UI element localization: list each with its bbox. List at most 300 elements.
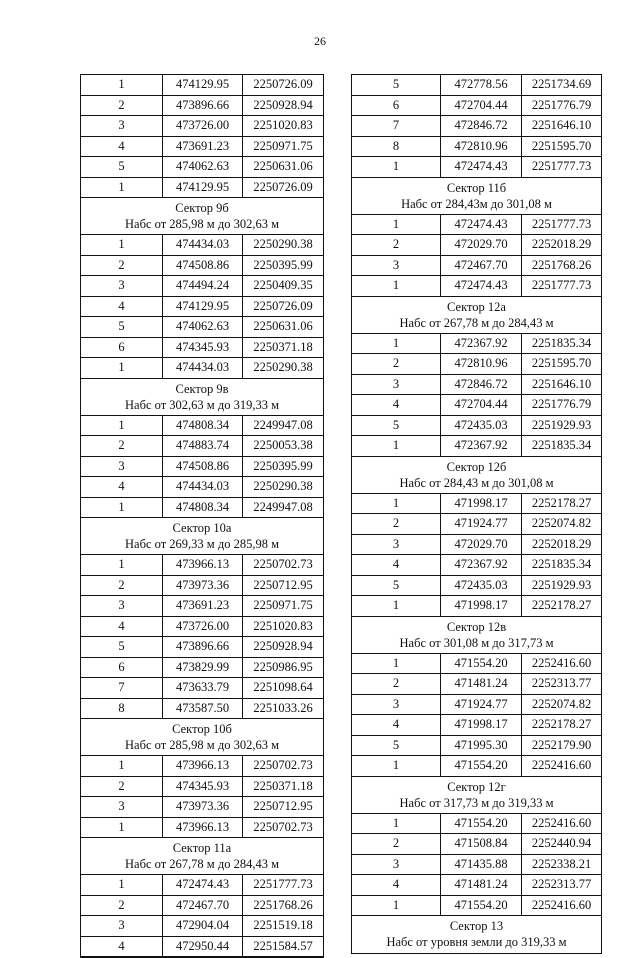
- point-number: 3: [81, 116, 163, 136]
- x-coordinate: 472704.44: [441, 96, 522, 116]
- point-number: 1: [81, 416, 163, 436]
- sector-height-range: Набс от 267,78 м до 284,43 м: [125, 857, 279, 871]
- y-coordinate: 2250702.73: [253, 557, 313, 571]
- table-row: [81, 777, 323, 798]
- table-row: [81, 338, 323, 359]
- y-coordinate: 2251777.73: [253, 877, 313, 891]
- sector-header: [81, 379, 323, 416]
- x-coordinate: 472846.72: [441, 375, 522, 395]
- x-coordinate: 473726.00: [163, 116, 243, 136]
- y-coordinate: 2252416.60: [531, 758, 592, 772]
- table-row: [352, 96, 601, 117]
- x-coordinate: 473896.66: [163, 96, 243, 116]
- y-coordinate: 2252313.77: [531, 877, 592, 891]
- y-coordinate: 2249947.08: [253, 499, 313, 514]
- table-row: [352, 116, 601, 137]
- table-row: [81, 358, 323, 379]
- sector-height-range: Набс от 285,98 м до 302,63 м: [125, 217, 279, 231]
- table-row: [352, 654, 601, 675]
- point-number: 3: [352, 695, 441, 715]
- point-number: 1: [352, 494, 441, 514]
- point-number: 5: [352, 416, 441, 436]
- x-coordinate: 474062.63: [163, 157, 243, 177]
- y-coordinate: 2251929.93: [531, 577, 592, 592]
- table-row: [352, 896, 601, 917]
- point-number: 4: [352, 395, 441, 415]
- x-coordinate: 472474.43: [441, 276, 522, 296]
- x-coordinate: 473966.13: [163, 555, 243, 575]
- y-coordinate: 2251768.26: [253, 897, 313, 912]
- x-coordinate: 471554.20: [441, 654, 522, 674]
- y-coordinate: 2251734.69: [531, 77, 592, 91]
- sector-title: Сектор 11а: [172, 841, 232, 855]
- y-coordinate: 2251835.34: [531, 335, 592, 350]
- point-number: 6: [81, 338, 163, 358]
- y-coordinate: 2251835.34: [531, 557, 592, 571]
- table-row: [81, 555, 323, 576]
- x-coordinate: 473896.66: [163, 637, 243, 657]
- point-number: 3: [81, 276, 163, 296]
- table-row: [81, 797, 323, 818]
- point-number: 2: [352, 674, 441, 694]
- x-coordinate: 472029.70: [441, 535, 522, 555]
- x-coordinate: 473973.36: [163, 797, 243, 817]
- y-coordinate: 2252178.27: [531, 495, 592, 510]
- table-row: [81, 678, 323, 699]
- point-number: 4: [81, 137, 163, 157]
- x-coordinate: 471998.17: [441, 494, 522, 514]
- x-coordinate: 474883.74: [163, 436, 243, 456]
- table-row: [81, 875, 323, 896]
- y-coordinate: 2250712.95: [253, 799, 313, 813]
- point-number: 8: [81, 699, 163, 719]
- point-number: 2: [81, 436, 163, 456]
- table-row: [352, 555, 601, 576]
- point-number: 3: [81, 596, 163, 616]
- y-coordinate: 2251777.73: [531, 216, 592, 231]
- x-coordinate: 474129.95: [163, 75, 243, 95]
- sector-header: [81, 838, 323, 875]
- x-coordinate: 474434.03: [163, 477, 243, 497]
- point-number: 1: [81, 756, 163, 776]
- sector-header: [352, 916, 601, 953]
- table-row: [352, 535, 601, 556]
- y-coordinate: 2250395.99: [253, 257, 313, 272]
- x-coordinate: 474129.95: [163, 178, 243, 198]
- x-coordinate: 473691.23: [163, 137, 243, 157]
- table-row: [352, 235, 601, 256]
- table-row: [81, 317, 323, 338]
- x-coordinate: 471554.20: [441, 814, 522, 834]
- sector-height-range: Набс от уровня земли до 319,33 м: [386, 935, 567, 949]
- table-row: [81, 699, 323, 720]
- y-coordinate: 2252313.77: [531, 676, 592, 690]
- point-number: 2: [81, 576, 163, 596]
- x-coordinate: 474508.86: [163, 457, 243, 477]
- table-row: [352, 436, 601, 457]
- x-coordinate: 472704.44: [441, 395, 522, 415]
- point-number: 4: [81, 297, 163, 317]
- point-number: 2: [352, 235, 441, 255]
- y-coordinate: 2251776.79: [531, 397, 592, 411]
- point-number: 1: [81, 818, 163, 838]
- x-coordinate: 471481.24: [441, 875, 522, 895]
- table-row: [81, 756, 323, 777]
- point-number: 3: [352, 535, 441, 555]
- y-coordinate: 2250971.75: [253, 138, 313, 153]
- table-row: [81, 416, 323, 437]
- point-number: 2: [352, 354, 441, 374]
- table-row: [81, 96, 323, 117]
- left-coordinates-table: [80, 74, 324, 958]
- point-number: 5: [352, 736, 441, 756]
- x-coordinate: 472474.43: [163, 875, 243, 895]
- table-row: [81, 116, 323, 137]
- point-number: 2: [352, 514, 441, 534]
- x-coordinate: 472474.43: [441, 215, 522, 235]
- point-number: 1: [352, 436, 441, 456]
- table-row: [352, 375, 601, 396]
- x-coordinate: 472778.56: [441, 75, 522, 95]
- x-coordinate: 474129.95: [163, 297, 243, 317]
- point-number: 1: [352, 215, 441, 235]
- y-coordinate: 2250712.95: [253, 577, 313, 592]
- y-coordinate: 2252338.21: [531, 856, 592, 871]
- table-row: [352, 756, 601, 777]
- point-number: 4: [352, 555, 441, 575]
- x-coordinate: 474508.86: [163, 256, 243, 276]
- y-coordinate: 2250726.09: [253, 298, 313, 313]
- point-number: 3: [81, 457, 163, 477]
- x-coordinate: 473633.79: [163, 678, 243, 698]
- x-coordinate: 472810.96: [441, 137, 522, 157]
- x-coordinate: 472467.70: [441, 256, 522, 276]
- y-coordinate: 2252416.60: [531, 897, 592, 912]
- x-coordinate: 471924.77: [441, 514, 522, 534]
- y-coordinate: 2251646.10: [531, 376, 592, 391]
- y-coordinate: 2252074.82: [531, 516, 592, 530]
- point-number: 7: [81, 678, 163, 698]
- x-coordinate: 471998.17: [441, 596, 522, 616]
- table-row: [81, 896, 323, 917]
- y-coordinate: 2252178.27: [531, 598, 592, 612]
- x-coordinate: 473973.36: [163, 576, 243, 596]
- y-coordinate: 2251584.57: [253, 938, 313, 953]
- y-coordinate: 2252018.29: [531, 237, 592, 251]
- y-coordinate: 2251777.73: [531, 159, 592, 173]
- y-coordinate: 2250290.38: [253, 360, 313, 374]
- point-number: 3: [352, 256, 441, 276]
- point-number: 1: [81, 875, 163, 895]
- sector-title: Сектор 9б: [175, 201, 229, 215]
- table-row: [352, 695, 601, 716]
- point-number: 4: [81, 477, 163, 497]
- sector-header: [352, 617, 601, 654]
- table-row: [352, 354, 601, 375]
- x-coordinate: 473966.13: [163, 756, 243, 776]
- point-number: 1: [81, 358, 163, 378]
- y-coordinate: 2252178.27: [531, 717, 592, 731]
- point-number: 1: [352, 814, 441, 834]
- point-number: 1: [81, 555, 163, 575]
- y-coordinate: 2250971.75: [253, 598, 313, 612]
- x-coordinate: 471554.20: [441, 896, 522, 916]
- point-number: 1: [81, 235, 163, 255]
- y-coordinate: 2251020.83: [253, 618, 313, 633]
- table-row: [81, 75, 323, 96]
- x-coordinate: 471481.24: [441, 674, 522, 694]
- point-number: 7: [352, 116, 441, 136]
- table-row: [81, 256, 323, 277]
- sector-height-range: Набс от 302,63 м до 319,33 м: [125, 397, 279, 412]
- y-coordinate: 2250702.73: [253, 758, 313, 772]
- table-row: [81, 297, 323, 318]
- table-row: [352, 494, 601, 515]
- y-coordinate: 2250409.35: [253, 278, 313, 292]
- x-coordinate: 474345.93: [163, 777, 243, 797]
- x-coordinate: 472474.43: [441, 157, 522, 177]
- y-coordinate: 2250928.94: [253, 97, 313, 112]
- x-coordinate: 472846.72: [441, 116, 522, 136]
- y-coordinate: 2251595.70: [531, 138, 592, 153]
- sector-title: Сектор 12б: [446, 459, 507, 474]
- point-number: 4: [352, 875, 441, 895]
- y-coordinate: 2249947.08: [253, 417, 313, 432]
- y-coordinate: 2251776.79: [531, 97, 592, 112]
- point-number: 4: [81, 937, 163, 957]
- point-number: 5: [81, 317, 163, 337]
- y-coordinate: 2251519.18: [253, 918, 313, 932]
- point-number: 3: [352, 855, 441, 875]
- point-number: 1: [352, 596, 441, 616]
- y-coordinate: 2250395.99: [253, 458, 313, 473]
- y-coordinate: 2250928.94: [253, 639, 313, 653]
- table-row: [81, 436, 323, 457]
- x-coordinate: 474434.03: [163, 358, 243, 378]
- y-coordinate: 2251835.34: [531, 438, 592, 452]
- x-coordinate: 472435.03: [441, 576, 522, 596]
- sector-header: [81, 198, 323, 235]
- point-number: 4: [81, 617, 163, 637]
- point-number: 6: [352, 96, 441, 116]
- y-coordinate: 2252416.60: [531, 655, 592, 670]
- table-row: [81, 137, 323, 158]
- sector-header: [352, 178, 601, 215]
- x-coordinate: 472467.70: [163, 896, 243, 916]
- table-row: [81, 596, 323, 617]
- sector-title: Сектор 12г: [447, 779, 506, 794]
- y-coordinate: 2250371.18: [253, 778, 313, 793]
- y-coordinate: 2251595.70: [531, 356, 592, 370]
- point-number: 2: [352, 834, 441, 854]
- y-coordinate: 2250290.38: [253, 479, 313, 493]
- x-coordinate: 473966.13: [163, 818, 243, 838]
- table-row: [352, 596, 601, 617]
- x-coordinate: 472435.03: [441, 416, 522, 436]
- table-row: [81, 658, 323, 679]
- x-coordinate: 472810.96: [441, 354, 522, 374]
- sector-height-range: Набс от 284,43 м до 301,08 м: [399, 475, 554, 490]
- x-coordinate: 472029.70: [441, 235, 522, 255]
- x-coordinate: 474062.63: [163, 317, 243, 337]
- table-row: [352, 814, 601, 835]
- table-row: [81, 916, 323, 937]
- x-coordinate: 472367.92: [441, 436, 522, 456]
- table-row: [81, 818, 323, 839]
- sector-header: [81, 518, 323, 555]
- y-coordinate: 2250726.09: [253, 77, 313, 91]
- table-row: [352, 674, 601, 695]
- point-number: 5: [352, 576, 441, 596]
- table-row: [352, 276, 601, 297]
- point-number: 3: [81, 916, 163, 936]
- point-number: 2: [81, 777, 163, 797]
- table-row: [81, 498, 323, 519]
- table-row: [81, 178, 323, 199]
- sector-title: Сектор 10б: [172, 722, 232, 736]
- table-row: [352, 215, 601, 236]
- point-number: 2: [81, 256, 163, 276]
- y-coordinate: 2251646.10: [531, 118, 592, 132]
- table-row: [81, 157, 323, 178]
- point-number: 5: [81, 637, 163, 657]
- x-coordinate: 474345.93: [163, 338, 243, 358]
- y-coordinate: 2250702.73: [253, 819, 313, 834]
- x-coordinate: 471924.77: [441, 695, 522, 715]
- page-number: 26: [314, 34, 326, 48]
- sector-header: [352, 777, 601, 814]
- y-coordinate: 2250986.95: [253, 659, 313, 674]
- x-coordinate: 473691.23: [163, 596, 243, 616]
- x-coordinate: 472904.04: [163, 916, 243, 936]
- y-coordinate: 2250631.06: [253, 319, 313, 333]
- x-coordinate: 471554.20: [441, 756, 522, 776]
- table-row: [352, 416, 601, 437]
- point-number: 1: [352, 157, 441, 177]
- table-row: [352, 256, 601, 277]
- sector-title: Сектор 9в: [175, 381, 229, 396]
- sector-height-range: Набс от 317,73 м до 319,33 м: [399, 795, 554, 810]
- point-number: 4: [352, 715, 441, 735]
- x-coordinate: 471508.84: [441, 834, 522, 854]
- point-number: 3: [81, 797, 163, 817]
- sector-height-range: Набс от 301,08 м до 317,73 м: [399, 635, 554, 650]
- y-coordinate: 2252074.82: [531, 696, 592, 711]
- x-coordinate: 474808.34: [163, 498, 243, 518]
- point-number: 2: [81, 896, 163, 916]
- table-row: [81, 937, 323, 958]
- table-row: [352, 137, 601, 158]
- table-row: [81, 637, 323, 658]
- y-coordinate: 2251768.26: [531, 257, 592, 272]
- y-coordinate: 2251929.93: [531, 417, 592, 432]
- point-number: 2: [81, 96, 163, 116]
- x-coordinate: 472367.92: [441, 555, 522, 575]
- sector-title: Сектор 11б: [446, 180, 507, 195]
- sector-height-range: Набс от 269,33 м до 285,98 м: [125, 537, 279, 551]
- sector-title: Сектор 13: [449, 919, 504, 933]
- table-row: [81, 477, 323, 498]
- point-number: 3: [352, 375, 441, 395]
- table-row: [352, 875, 601, 896]
- table-row: [352, 736, 601, 757]
- table-row: [81, 235, 323, 256]
- sector-height-range: Набс от 267,78 м до 284,43 м: [399, 315, 554, 330]
- table-row: [352, 834, 601, 855]
- table-row: [352, 715, 601, 736]
- table-row: [352, 395, 601, 416]
- y-coordinate: 2251098.64: [253, 680, 313, 694]
- table-row: [352, 514, 601, 535]
- table-row: [352, 855, 601, 876]
- sector-title: Сектор 10а: [172, 521, 232, 535]
- point-number: 1: [81, 498, 163, 518]
- table-row: [81, 276, 323, 297]
- x-coordinate: 471435.88: [441, 855, 522, 875]
- right-coordinates-table: [351, 74, 602, 954]
- sector-height-range: Набс от 284,43м до 301,08 м: [401, 196, 552, 211]
- sector-header: [352, 457, 601, 494]
- x-coordinate: 471995.30: [441, 736, 522, 756]
- x-coordinate: 474494.24: [163, 276, 243, 296]
- table-row: [352, 157, 601, 178]
- point-number: 1: [352, 276, 441, 296]
- x-coordinate: 474434.03: [163, 235, 243, 255]
- x-coordinate: 473726.00: [163, 617, 243, 637]
- x-coordinate: 474808.34: [163, 416, 243, 436]
- table-row: [352, 334, 601, 355]
- table-row: [352, 576, 601, 597]
- y-coordinate: 2250631.06: [253, 159, 313, 173]
- x-coordinate: 472950.44: [163, 937, 243, 957]
- y-coordinate: 2250290.38: [253, 237, 313, 251]
- y-coordinate: 2250371.18: [253, 339, 313, 354]
- x-coordinate: 473829.99: [163, 658, 243, 678]
- x-coordinate: 471998.17: [441, 715, 522, 735]
- y-coordinate: 2251777.73: [531, 278, 592, 292]
- point-number: 1: [352, 756, 441, 776]
- point-number: 6: [81, 658, 163, 678]
- table-row: [81, 576, 323, 597]
- sector-title: Сектор 12а: [447, 299, 506, 314]
- point-number: 5: [352, 75, 441, 95]
- point-number: 1: [81, 178, 163, 198]
- point-number: 1: [352, 654, 441, 674]
- y-coordinate: 2250726.09: [253, 179, 313, 194]
- y-coordinate: 2252416.60: [531, 815, 592, 830]
- point-number: 8: [352, 137, 441, 157]
- x-coordinate: 473587.50: [163, 699, 243, 719]
- point-number: 1: [352, 896, 441, 916]
- point-number: 1: [81, 75, 163, 95]
- y-coordinate: 2252179.90: [531, 737, 592, 752]
- sector-title: Сектор 12в: [446, 619, 507, 634]
- y-coordinate: 2252018.29: [531, 536, 592, 551]
- table-row: [352, 75, 601, 96]
- point-number: 5: [81, 157, 163, 177]
- y-coordinate: 2250053.38: [253, 438, 313, 452]
- sector-header: [352, 297, 601, 334]
- point-number: 1: [352, 334, 441, 354]
- table-row: [81, 617, 323, 638]
- sector-height-range: Набс от 285,98 м до 302,63 м: [125, 738, 279, 752]
- sector-header: [81, 719, 323, 756]
- y-coordinate: 2251020.83: [253, 118, 313, 132]
- y-coordinate: 2251033.26: [253, 700, 313, 715]
- x-coordinate: 472367.92: [441, 334, 522, 354]
- table-row: [81, 457, 323, 478]
- y-coordinate: 2252440.94: [531, 836, 592, 850]
